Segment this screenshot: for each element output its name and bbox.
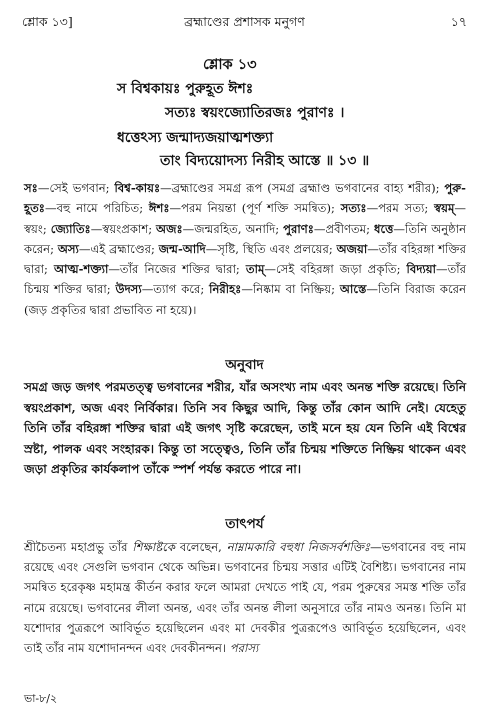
synonym-meaning: —ত্যাগ করে; [141,282,210,297]
page-header [22,14,467,34]
synonym-meaning: —বহু নামে পরিচিত; [44,201,149,216]
synonym-meaning: —জন্মরহিত, অনাদি; [182,221,284,236]
purport-text-part-1: শ্রীচৈতন্য মহাপ্রভু তাঁর [24,540,133,554]
synonym-term: অজঃ [156,221,183,236]
synonym-meaning: —তিনি অনুষ্ঠান করেন; [24,221,466,256]
synonym-meaning: —তাঁর নিজের শক্তির দ্বারা; [108,262,246,277]
synonym-term: বিশ্ব-কায়ঃ [114,181,161,195]
header-chapter-title: ব্রহ্মাণ্ডের প্রশাসক মনুগণ [184,14,305,29]
synonym-term: নিরীহঃ [209,282,242,297]
synonym-term: অস্য [57,241,79,256]
synonym-term: তাম্ [245,262,265,277]
translation-text: সমগ্র জড় জগৎ পরমতত্ত্ব ভগবানের শরীর, যাঁর অসংখ্য নাম এবং অনন্ত শক্তি রয়েছে। তিনি স্বয়ংপ্রকাশ, অজ এবং নির্বিকার। তিনি সব কিছুর আদি, কিন্তু তাঁর কোন আদি নেই। যেহেতু তিনি তাঁর বহিরঙ্গা শক্তির দ্বারা এই জগৎ সৃষ্টি করেছেন, তাই মনে হয় যেন তিনি এই বিশ্বের স্রষ্টা, পালক এবং সংহারক। কিন্তু তা সত্ত্বেও, তিনি তাঁর চিন্ময় শক্তিতে নিষ্ক্রিয় থাকেন এবং জড়া প্রকৃতির কার্যকলাপ তাঁকে স্পর্শ পর্যন্ত করতে পারে না। [24,380,466,476]
verse-line-3: ধত্তেঽস্য জন্মাদ্যজয়াত্মশক্ত্যা [117,130,274,146]
synonym-term: জ্যোতিঃ [50,221,91,236]
synonym-meaning: —তাঁর বহিরঙ্গা শক্তির দ্বারা; [24,241,466,277]
synonym-term: স্বয়ম্ [434,201,455,216]
verse-line-2: সত্যঃ স্বয়ংজ্যোতিরজঃ পুরাণঃ । [165,105,345,121]
translation-heading: অনুবাদ [225,357,264,373]
synonym-term: ঈশঃ [148,201,170,216]
synonym-meaning: —নিষ্কাম বা নিষ্ক্রিয়; [241,282,340,297]
verse-label: শ্লোক ১৩ [203,56,257,73]
synonym-term: বিদ্যয়া [406,262,436,277]
synonym-meaning: —সেই ভগবান; [37,181,115,195]
synonym-meaning: —প্রবীণতম; [313,221,374,236]
page-footer: ভা-৮/২ [24,692,58,705]
purport-heading: তাৎপর্য [225,516,264,532]
synonym-meaning: —পরম নিয়ন্তা (পূর্ণ শক্তি সমন্বিত); [169,201,341,216]
synonym-meaning: —এই ব্রহ্মাণ্ডের; [78,241,159,256]
header-verse-ref: শ্লোক ১৩] [22,14,73,29]
purport-italic-quote: নাম্নামকারি বহুধা নিজসর্বশক্তিঃ [226,540,371,554]
header-page-number: ১৭ [450,14,467,29]
purport-text-part-2: বলেছেন, [174,540,227,554]
synonyms-paragraph [24,178,466,320]
synonym-term: পুরু-হূতঃ [24,181,466,216]
synonym-meaning: —তিনি বিরাজ করেন (জড় প্রকৃতির দ্বারা প্রভাবিত না হয়ে)। [24,282,466,317]
purport-text-part-3: —ভগবানের বহু নাম রয়েছে এবং সেগুলি ভগবান থেকে অভিন্ন। ভগবানের চিন্ময় সত্তার এটিই বৈশিষ্ট্য। ভগবানের নাম সমন্বিত হরেকৃষ্ণ মহামন্ত্র কীর্তন করার ফলে আমরা দেখতে পাই যে, পরম পুরুষের সমস্ত শক্তি তাঁর নামে রয়েছে। ভগবানের লীলা অনন্ত, এবং তাঁর অনন্ত লীলা অনুসারে তাঁর নামও অনন্ত। তিনি মা যশোদার পুত্ররূপে আবির্ভূত হয়েছিলেন এবং মা দেবকীর পুত্ররূপেও আবির্ভূত হয়েছিলেন, এবং তাই তাঁর নাম যশোদানন্দন এবং দেবকীনন্দন। [24,540,466,656]
synonym-term: সঃ [24,181,38,195]
synonym-meaning: —স্বয়ংপ্রকাশ; [90,221,157,236]
synonym-term: আস্তে [339,282,367,297]
synonym-term: উদস্য [115,282,142,297]
verse-line-1: স বিশ্বকায়ঃ পুরুহূত ঈশঃ [117,81,254,97]
synonym-term: ধত্তে [373,221,394,236]
synonym-meaning: —স্বয়ং; [24,201,466,236]
synonym-term: আত্ম-শক্ত্যা [53,262,109,277]
synonym-term: অজয়া [336,241,368,256]
synonym-term: পুরাণঃ [283,221,314,236]
purport-italic-end: পরাস্য [229,641,259,656]
purport-text [24,537,466,658]
purport-italic-shikshashtaka: শিক্ষাষ্টকে [132,540,175,554]
synonym-term: সত্যঃ [340,201,367,216]
synonym-meaning: —পরম সত্য; [366,201,435,216]
synonym-meaning: —সেই বহিরঙ্গা জড়া প্রকৃতি; [264,262,407,277]
synonym-meaning: —সৃষ্টি, স্থিতি এবং প্রলয়ের; [205,241,337,256]
synonym-meaning: —তাঁর চিন্ময় শক্তির দ্বারা; [24,262,467,297]
synonym-meaning: —ব্রহ্মাণ্ডের সমগ্র রূপ (সমগ্র ব্রহ্মাণ্ড ভগবানের বাহ্য শরীর); [160,181,445,195]
verse-line-4: তাং বিদ্যয়োদস্য নিরীহ আস্তে ॥ ১৩ ॥ [160,153,370,169]
synonym-term: জন্ম-আদি [158,241,206,256]
